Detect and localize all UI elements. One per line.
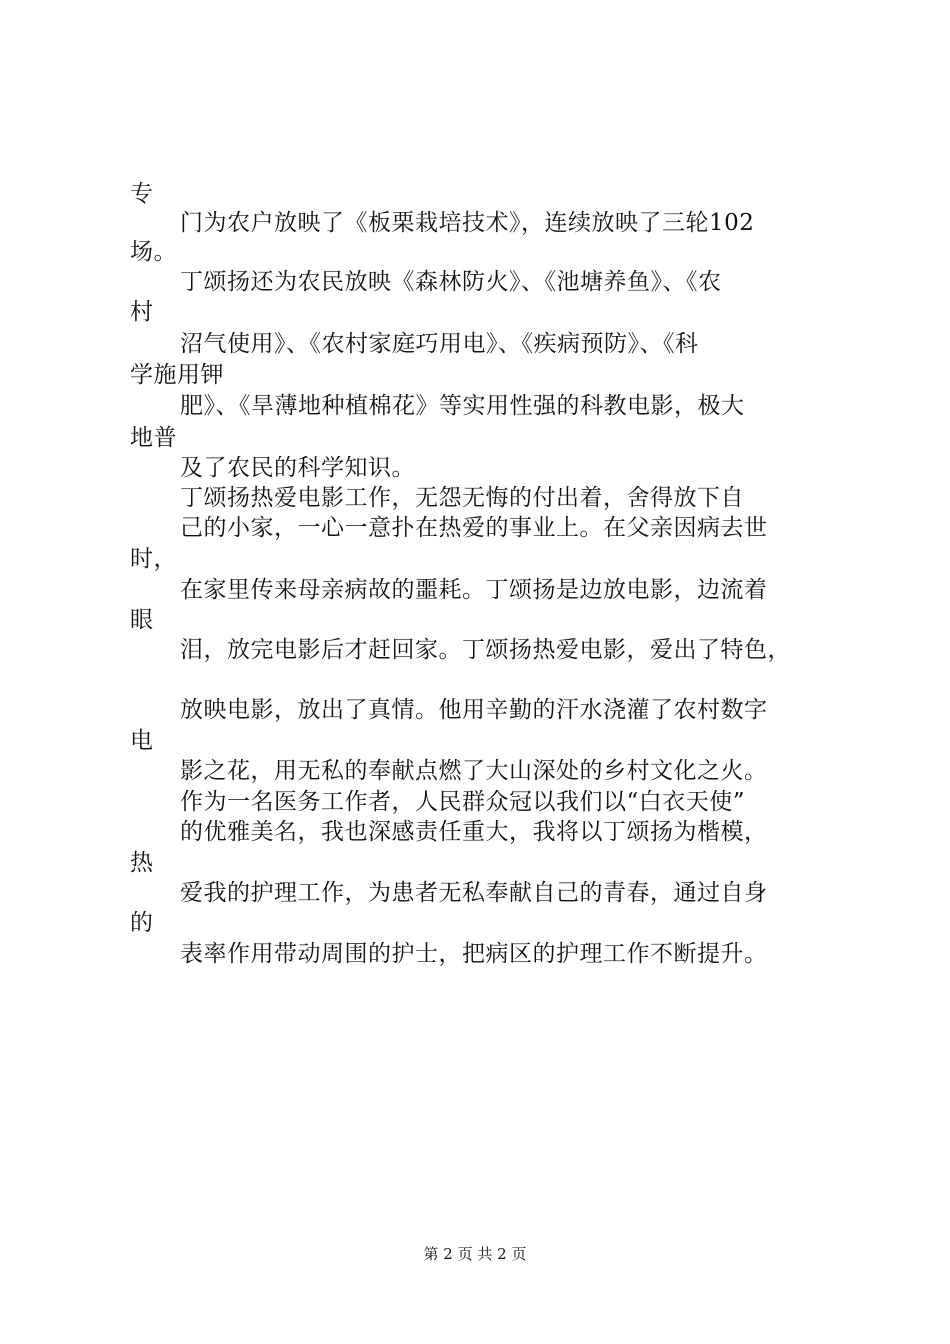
text-line: 门为农户放映了《板栗栽培技术》，连续放映了三轮102 [180, 210, 755, 236]
text-line: 泪，放完电影后才赶回家。丁颂扬热爱电影，爱出了特色， [180, 637, 791, 663]
text-line: 己的小家，一心一意扑在热爱的事业上。在父亲因病去世 [180, 515, 768, 541]
text-line: 爱我的护理工作，为患者无私奉献自己的青春，通过自身 [180, 880, 768, 906]
text-line: 作为一名医务工作者，人民群众冠以我们以“白衣天使” [180, 789, 746, 815]
text-line: 及了农民的科学知识。 [180, 455, 415, 481]
text-line: 热 [130, 850, 154, 876]
text-line: 专 [130, 181, 154, 207]
text-line: 的 [130, 910, 154, 936]
text-line: 电 [130, 728, 154, 754]
text-line: 眼 [130, 607, 154, 633]
text-line: 学施用钾 [130, 362, 224, 388]
text-line: 村 [130, 299, 154, 325]
page-footer: 第 2 页 共 2 页 [423, 1245, 527, 1263]
text-line: 影之花，用无私的奉献点燃了大山深处的乡村文化之火。 [180, 758, 768, 784]
text-line: 放映电影，放出了真情。他用辛勤的汗水浇灌了农村数字 [180, 697, 768, 723]
text-line: 肥》、《旱薄地种植棉花》等实用性强的科教电影，极大 [180, 393, 745, 419]
text-line: 丁颂扬还为农民放映《森林防火》、《池塘养鱼》、《农 [180, 269, 722, 295]
text-line: 沼气使用》、《农村家庭巧用电》、《疾病预防》、《科 [180, 331, 699, 357]
text-line: 丁颂扬热爱电影工作，无怨无悔的付出着，舍得放下自 [180, 485, 744, 511]
text-line: 在家里传来母亲病故的噩耗。丁颂扬是边放电影，边流着 [180, 577, 768, 603]
text-line: 地普 [130, 425, 177, 451]
text-line: 表率作用带动周围的护士，把病区的护理工作不断提升。 [180, 941, 768, 967]
text-line: 时， [130, 546, 177, 572]
text-line: 场。 [130, 239, 177, 265]
text-line: 的优雅美名，我也深感责任重大，我将以丁颂扬为楷模， [180, 819, 768, 845]
